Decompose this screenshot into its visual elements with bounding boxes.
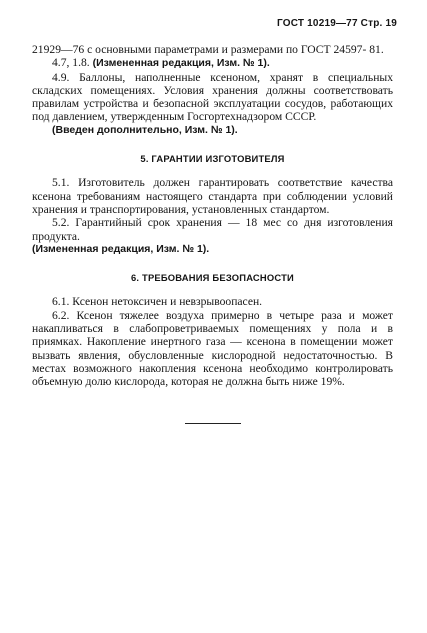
page-header: ГОСТ 10219—77 Стр. 19 [277, 18, 397, 29]
end-rule [185, 423, 241, 424]
paragraph-5-1: 5.1. Изготовитель должен гарантировать соответствие качества ксенона требованиям настоящего стандарта при соблюдении условий хранения и транспортирования, установленных стандартом. [32, 176, 393, 216]
section-6-title: 6. ТРЕБОВАНИЯ БЕЗОПАСНОСТИ [131, 272, 294, 284]
amendment-reference [32, 56, 393, 70]
addition-note: (Введен дополнительно, Изм. № 1). [52, 123, 238, 136]
paragraph-5-2: 5.2. Гарантийный срок хранения — 18 мес со дня изготовления продукта. [32, 216, 393, 243]
amendment-note: (Измененная редакция, Изм. № 1). [92, 57, 270, 70]
section-5-amendment-note: (Измененная редакция, Изм. № 1). [32, 242, 210, 255]
section-5-title: 5. ГАРАНТИИ ИЗГОТОВИТЕЛЯ [140, 153, 285, 165]
document-body [32, 43, 393, 424]
paragraph-6-2: 6.2. Ксенон тяжелее воздуха примерно в четыре раза и может накапливаться в слабопроветриваемых помещениях у пола и в приямках. Накопление инертного газа — ксенона в помещении может вызвать явления, обусловленные кислородной недостаточностью. В местах возможного накопления ксенона необходимо контролировать объемную долю кислорода, которая не должна быть ниже 19%. [32, 308, 393, 389]
reference-numbers: 4.7, 1.8. [52, 56, 93, 70]
paragraph-6-1: 6.1. Ксенон нетоксичен и невзрывоопасен. [52, 295, 263, 309]
paragraph-4-9: 4.9. Баллоны, наполненные ксеноном, хранят в специальных складских помещениях. Условия хранения должны соответствовать правилам устройства и безопасной эксплуатации сосудов, работающих под давлением, утвержденным Госгортехнадзором СССР. [32, 70, 393, 124]
continued-paragraph: 21929—76 с основными параметрами и размерами по ГОСТ 24597- 81. [32, 43, 384, 56]
